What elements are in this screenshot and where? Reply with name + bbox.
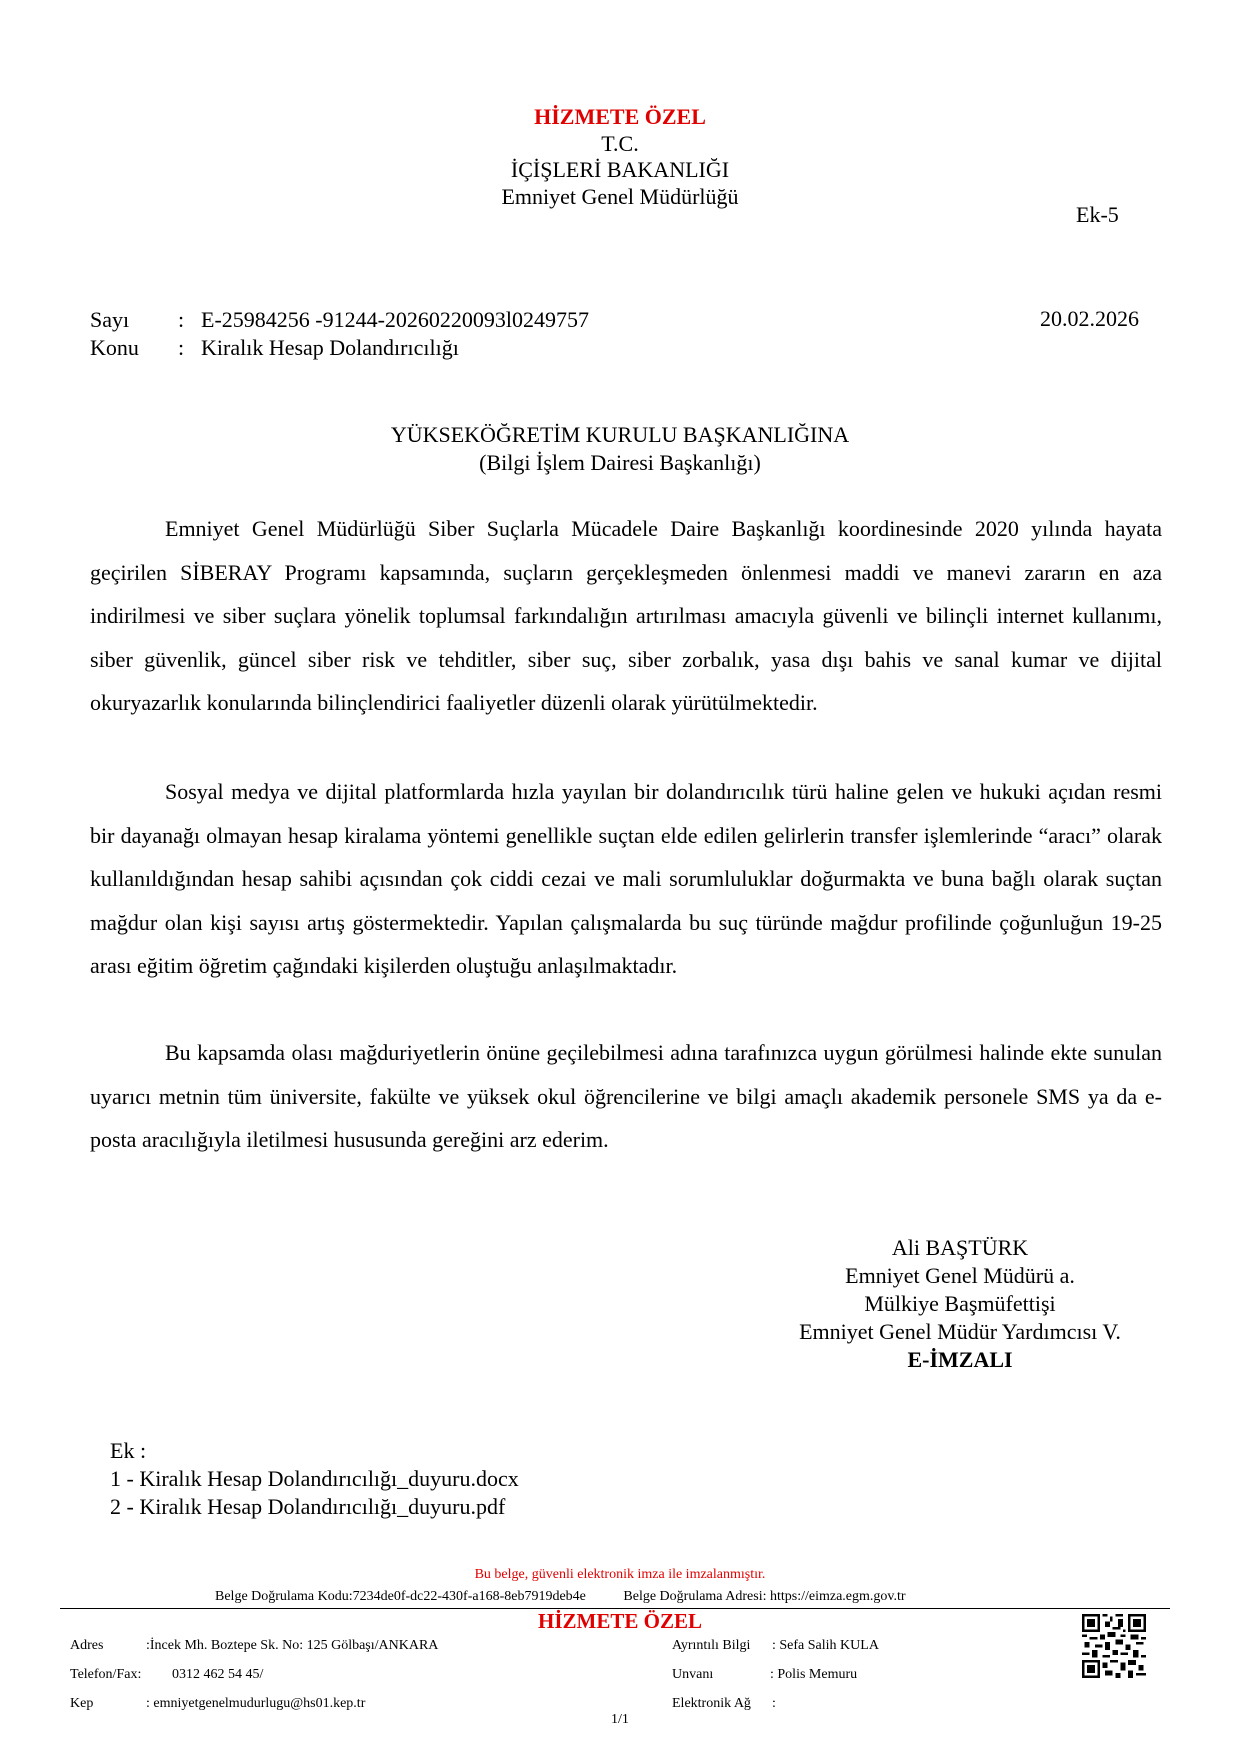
title-value: : Polis Memuru bbox=[770, 1667, 858, 1682]
paragraph-text: Emniyet Genel Müdürlüğü Siber Suçlarla Mücadele Daire Başkanlığı koordinesinde 2020 yılında hayata geçirilen SİBERAY Programı kapsamında, suçların gerçekleşmeden önlenmesi maddi ve manevi zararın en aza indirilmesi ve siber suçlara yönelik toplumsal farkındalığın artırılması amacıyla güvenli ve bilinçli internet kullanımı, siber güvenlik, güncel siber risk ve tehditler, siber suç, siber zorbalık, yasa dışı bahis ve sanal kumar ve dijital okuryazarlık konularında bilinçlendirici faaliyetler düzenli olarak yürütülmektedir. bbox=[90, 516, 1162, 715]
addressee-line-1: YÜKSEKÖĞRETİM KURULU BAŞKANLIĞINA bbox=[390, 422, 850, 447]
attachment-item[interactable]: 2 - Kiralık Hesap Dolandırıcılığı_duyuru.pdf bbox=[110, 1494, 506, 1519]
network-label: Elektronik Ağ bbox=[672, 1696, 751, 1711]
page-number: 1/1 bbox=[611, 1712, 629, 1727]
verification-code: Belge Doğrulama Kodu:7234de0f-dc22-430f-a168-8eb7919deb4e bbox=[215, 1589, 586, 1604]
signature-block bbox=[760, 1234, 1160, 1374]
body-paragraph-2 bbox=[90, 770, 1162, 988]
addressee-line-2: (Bilgi İşlem Dairesi Başkanlığı) bbox=[479, 450, 761, 475]
addressee bbox=[0, 421, 1240, 477]
qr-code-icon bbox=[1082, 1613, 1146, 1679]
address-value: :İncek Mh. Boztepe Sk. No: 125 Gölbaşı/ANKARA bbox=[146, 1638, 439, 1653]
header-directorate: Emniyet Genel Müdürlüğü bbox=[501, 184, 739, 209]
paragraph-text: Sosyal medya ve dijital platformlarda hızla yayılan bir dolandırıcılık türü haline gelen ve hukuki açıdan resmi bir dayanağı olmayan hesap kiralama yöntemi genellikle suçtan elde edilen gelirlerin transfer işlemlerinde “aracı” olarak kullanıldığından hesap sahibi açısından çok ciddi cezai ve mali sorumluluklar doğurmakta ve buna bağlı olarak suçtan mağdur olan kişi sayısı artış göstermektedir. Yapılan çalışmalarda bu suç türünde mağdur profilinde çoğunluğun 19-25 arası eğitim öğretim çağındaki kişilerden oluştuğu anlaşılmaktadır. bbox=[90, 779, 1162, 978]
title-label: Unvanı bbox=[672, 1667, 714, 1682]
konu-value: Kiralık Hesap Dolandırıcılığı bbox=[201, 335, 459, 360]
attachments-list bbox=[110, 1437, 519, 1521]
attachments-label: Ek : bbox=[110, 1438, 147, 1463]
konu-colon: : bbox=[178, 335, 185, 360]
header-tc: T.C. bbox=[601, 131, 639, 156]
body-paragraph-3 bbox=[90, 1031, 1162, 1162]
e-signed-label: E-İMZALI bbox=[907, 1347, 1013, 1372]
annex-tag: Ek-5 bbox=[1076, 202, 1119, 227]
verification-row bbox=[215, 1589, 906, 1605]
header-ministry: İÇİŞLERİ BAKANLIĞI bbox=[510, 157, 730, 182]
sayi-label: Sayı bbox=[90, 307, 130, 332]
signer-name: Ali BAŞTÜRK bbox=[891, 1235, 1029, 1260]
konu-label: Konu bbox=[90, 335, 139, 360]
phone-label: Telefon/Fax: bbox=[70, 1667, 142, 1682]
document-date: 20.02.2026 bbox=[1040, 306, 1139, 331]
attachment-item[interactable]: 1 - Kiralık Hesap Dolandırıcılığı_duyuru.docx bbox=[110, 1466, 519, 1491]
signer-title-2: Mülkiye Başmüfettişi bbox=[864, 1291, 1056, 1316]
phone-value: 0312 462 54 45/ bbox=[172, 1667, 264, 1682]
classification-header: HİZMETE ÖZEL bbox=[534, 104, 706, 129]
network-value: : bbox=[772, 1696, 776, 1711]
e-signature-note: Bu belge, güvenli elektronik imza ile imzalanmıştır. bbox=[474, 1567, 766, 1582]
body-paragraph-1 bbox=[90, 507, 1162, 725]
classification-footer: HİZMETE ÖZEL bbox=[538, 1609, 702, 1633]
sayi-colon: : bbox=[178, 307, 185, 332]
contact-label: Ayrıntılı Bilgi bbox=[672, 1638, 751, 1653]
paragraph-text: Bu kapsamda olası mağduriyetlerin önüne geçilebilmesi adına tarafınızca uygun görülmesi halinde ekte sunulan uyarıcı metnin tüm üniversite, fakülte ve yüksek okul öğrencilerine ve bilgi amaçlı akademik personele SMS ya da e-posta aracılığıyla iletilmesi hususunda gereğini arz ederim. bbox=[90, 1040, 1162, 1152]
kep-value[interactable]: : emniyetgenelmudurlugu@hs01.kep.tr bbox=[146, 1696, 366, 1711]
signer-title-3: Emniyet Genel Müdür Yardımcısı V. bbox=[799, 1319, 1121, 1344]
verification-address[interactable]: Belge Doğrulama Adresi: https://eimza.egm.gov.tr bbox=[623, 1589, 906, 1604]
kep-label: Kep bbox=[70, 1696, 94, 1711]
sayi-value: E-25984256 -91244-20260220093l0249757 bbox=[201, 307, 590, 332]
contact-value: : Sefa Salih KULA bbox=[772, 1638, 879, 1653]
address-label: Adres bbox=[70, 1638, 104, 1653]
signer-title-1: Emniyet Genel Müdürü a. bbox=[845, 1263, 1075, 1288]
